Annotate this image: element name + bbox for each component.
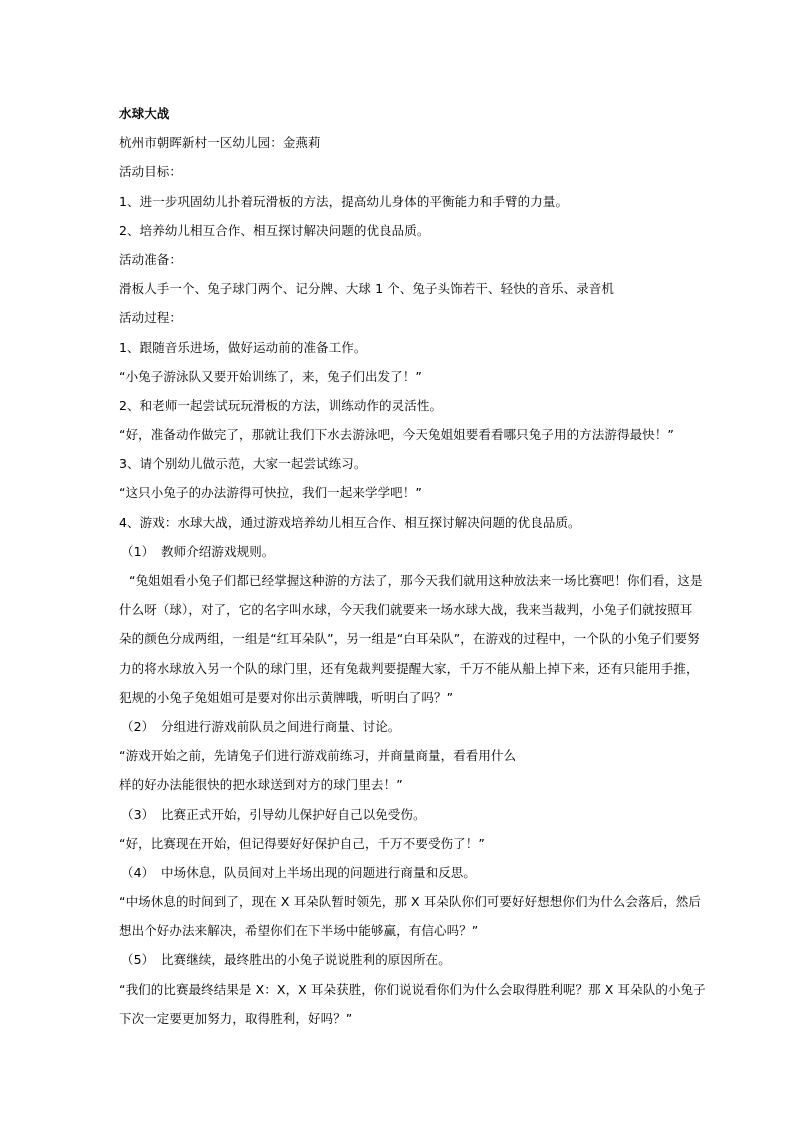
step-3-number: （3） xyxy=(121,806,155,822)
step-5-text: 比赛继续，最终胜出的小兔子说说胜利的原因所在。 xyxy=(161,952,451,968)
step-1-quote-line-1: “兔姐姐看小兔子们都已经掌握这种游的方法了，那今天我们就用这种放法来一场比赛吧！你们看，这是 xyxy=(129,573,703,588)
step-5-number: （5） xyxy=(121,952,155,968)
process-quote-2: “好，准备动作做完了，那就让我们下水去游泳吧，今天兔姐姐要看看哪只兔子用的方法游得最快！” xyxy=(119,427,674,443)
goal-heading: 活动目标： xyxy=(119,164,183,180)
step-5 xyxy=(119,945,679,974)
process-item-3: 3、请个别幼儿做示范，大家一起尝试练习。 xyxy=(119,456,367,472)
document-title: 水球大战 xyxy=(119,106,170,121)
step-1-quote-line-4: 力的将水球放入另一个队的球门里，还有兔裁判要提醒大家，千万不能从船上掉下来，还有只能用手推， xyxy=(119,660,699,676)
process-quote-1: “小兔子游泳队又要开始训练了，来，兔子们出发了！” xyxy=(119,368,422,384)
prep-heading: 活动准备： xyxy=(119,251,183,267)
step-1-quote-line-3: 朵的颜色分成两组，一组是“红耳朵队”，另一组是“白耳朵队”，在游戏的过程中，一个队的小兔子们要努 xyxy=(119,631,700,647)
process-item-1: 1、跟随音乐进场，做好运动前的准备工作。 xyxy=(119,339,367,355)
step-5-quote-line-2: 下次一定要更加努力，取得胜利，好吗？” xyxy=(119,1010,353,1026)
step-4-quote-line-2: 想出个好办法来解决，希望你们在下半场中能够赢，有信心吗？” xyxy=(119,923,479,939)
document-body xyxy=(119,99,706,1033)
step-4 xyxy=(119,858,679,887)
process-item-2: 2、和老师一起尝试玩玩滑板的方法，训练动作的灵活性。 xyxy=(119,397,443,413)
author-line: 杭州市朝晖新村一区幼儿园：金燕莉 xyxy=(119,135,321,151)
step-1-number: （1） xyxy=(121,543,155,559)
step-4-number: （4） xyxy=(121,864,155,880)
process-quote-3: “这只小兔子的办法游得可快拉，我们一起来学学吧！” xyxy=(119,485,422,501)
step-1 xyxy=(119,537,679,566)
step-1-quote-line-5: 犯规的小兔子兔姐姐可是要对你出示黄牌哦，听明白了吗？” xyxy=(119,689,454,705)
process-heading: 活动过程： xyxy=(119,310,183,326)
step-2-quote-line-1: “游戏开始之前，先请兔子们进行游戏前练习，并商量商量，看看用什么 xyxy=(119,748,517,764)
prep-text: 滑板人手一个、兔子球门两个、记分牌、大球 1 个、兔子头饰若干、轻快的音乐、录音机 xyxy=(119,281,615,297)
step-2-text: 分组进行游戏前队员之间进行商量、讨论。 xyxy=(161,718,401,734)
step-4-text: 中场休息，队员间对上半场出现的问题进行商量和反思。 xyxy=(161,864,477,880)
step-2 xyxy=(119,712,679,741)
goal-item-1: 1、进一步巩固幼儿扑着玩滑板的方法，提高幼儿身体的平衡能力和手臂的力量。 xyxy=(119,193,569,209)
step-3 xyxy=(119,800,679,829)
step-3-text: 比赛正式开始，引导幼儿保护好自己以免受伤。 xyxy=(161,806,426,822)
step-2-number: （2） xyxy=(121,718,155,734)
process-item-4: 4、游戏：水球大战，通过游戏培养幼儿相互合作、相互探讨解决问题的优良品质。 xyxy=(119,514,581,530)
step-3-quote-line-1: “好，比赛现在开始，但记得要好好保护自己，千万不要受伤了！” xyxy=(119,835,485,851)
step-2-quote-line-2: 样的好办法能很快的把水球送到对方的球门里去！” xyxy=(119,777,403,793)
step-1-quote-line-2: 什么呀（球），对了，它的名字叫水球，今天我们就要来一场水球大战，我来当裁判，小兔子们就按照耳 xyxy=(119,602,693,618)
step-1-text: 教师介绍游戏规则。 xyxy=(161,543,275,559)
step-4-quote-line-1: “中场休息的时间到了，现在 X 耳朵队暂时领先，那 X 耳朵队你们可要好好想想你们为什么会落后，然后 xyxy=(119,894,701,910)
goal-item-2: 2、培养幼儿相互合作、相互探讨解决问题的优良品质。 xyxy=(119,222,430,238)
step-5-quote-line-1: “我们的比赛最终结果是 X：X，X 耳朵获胜，你们说说看你们为什么会取得胜利呢？那 X 耳朵队的小兔子 xyxy=(119,981,706,997)
